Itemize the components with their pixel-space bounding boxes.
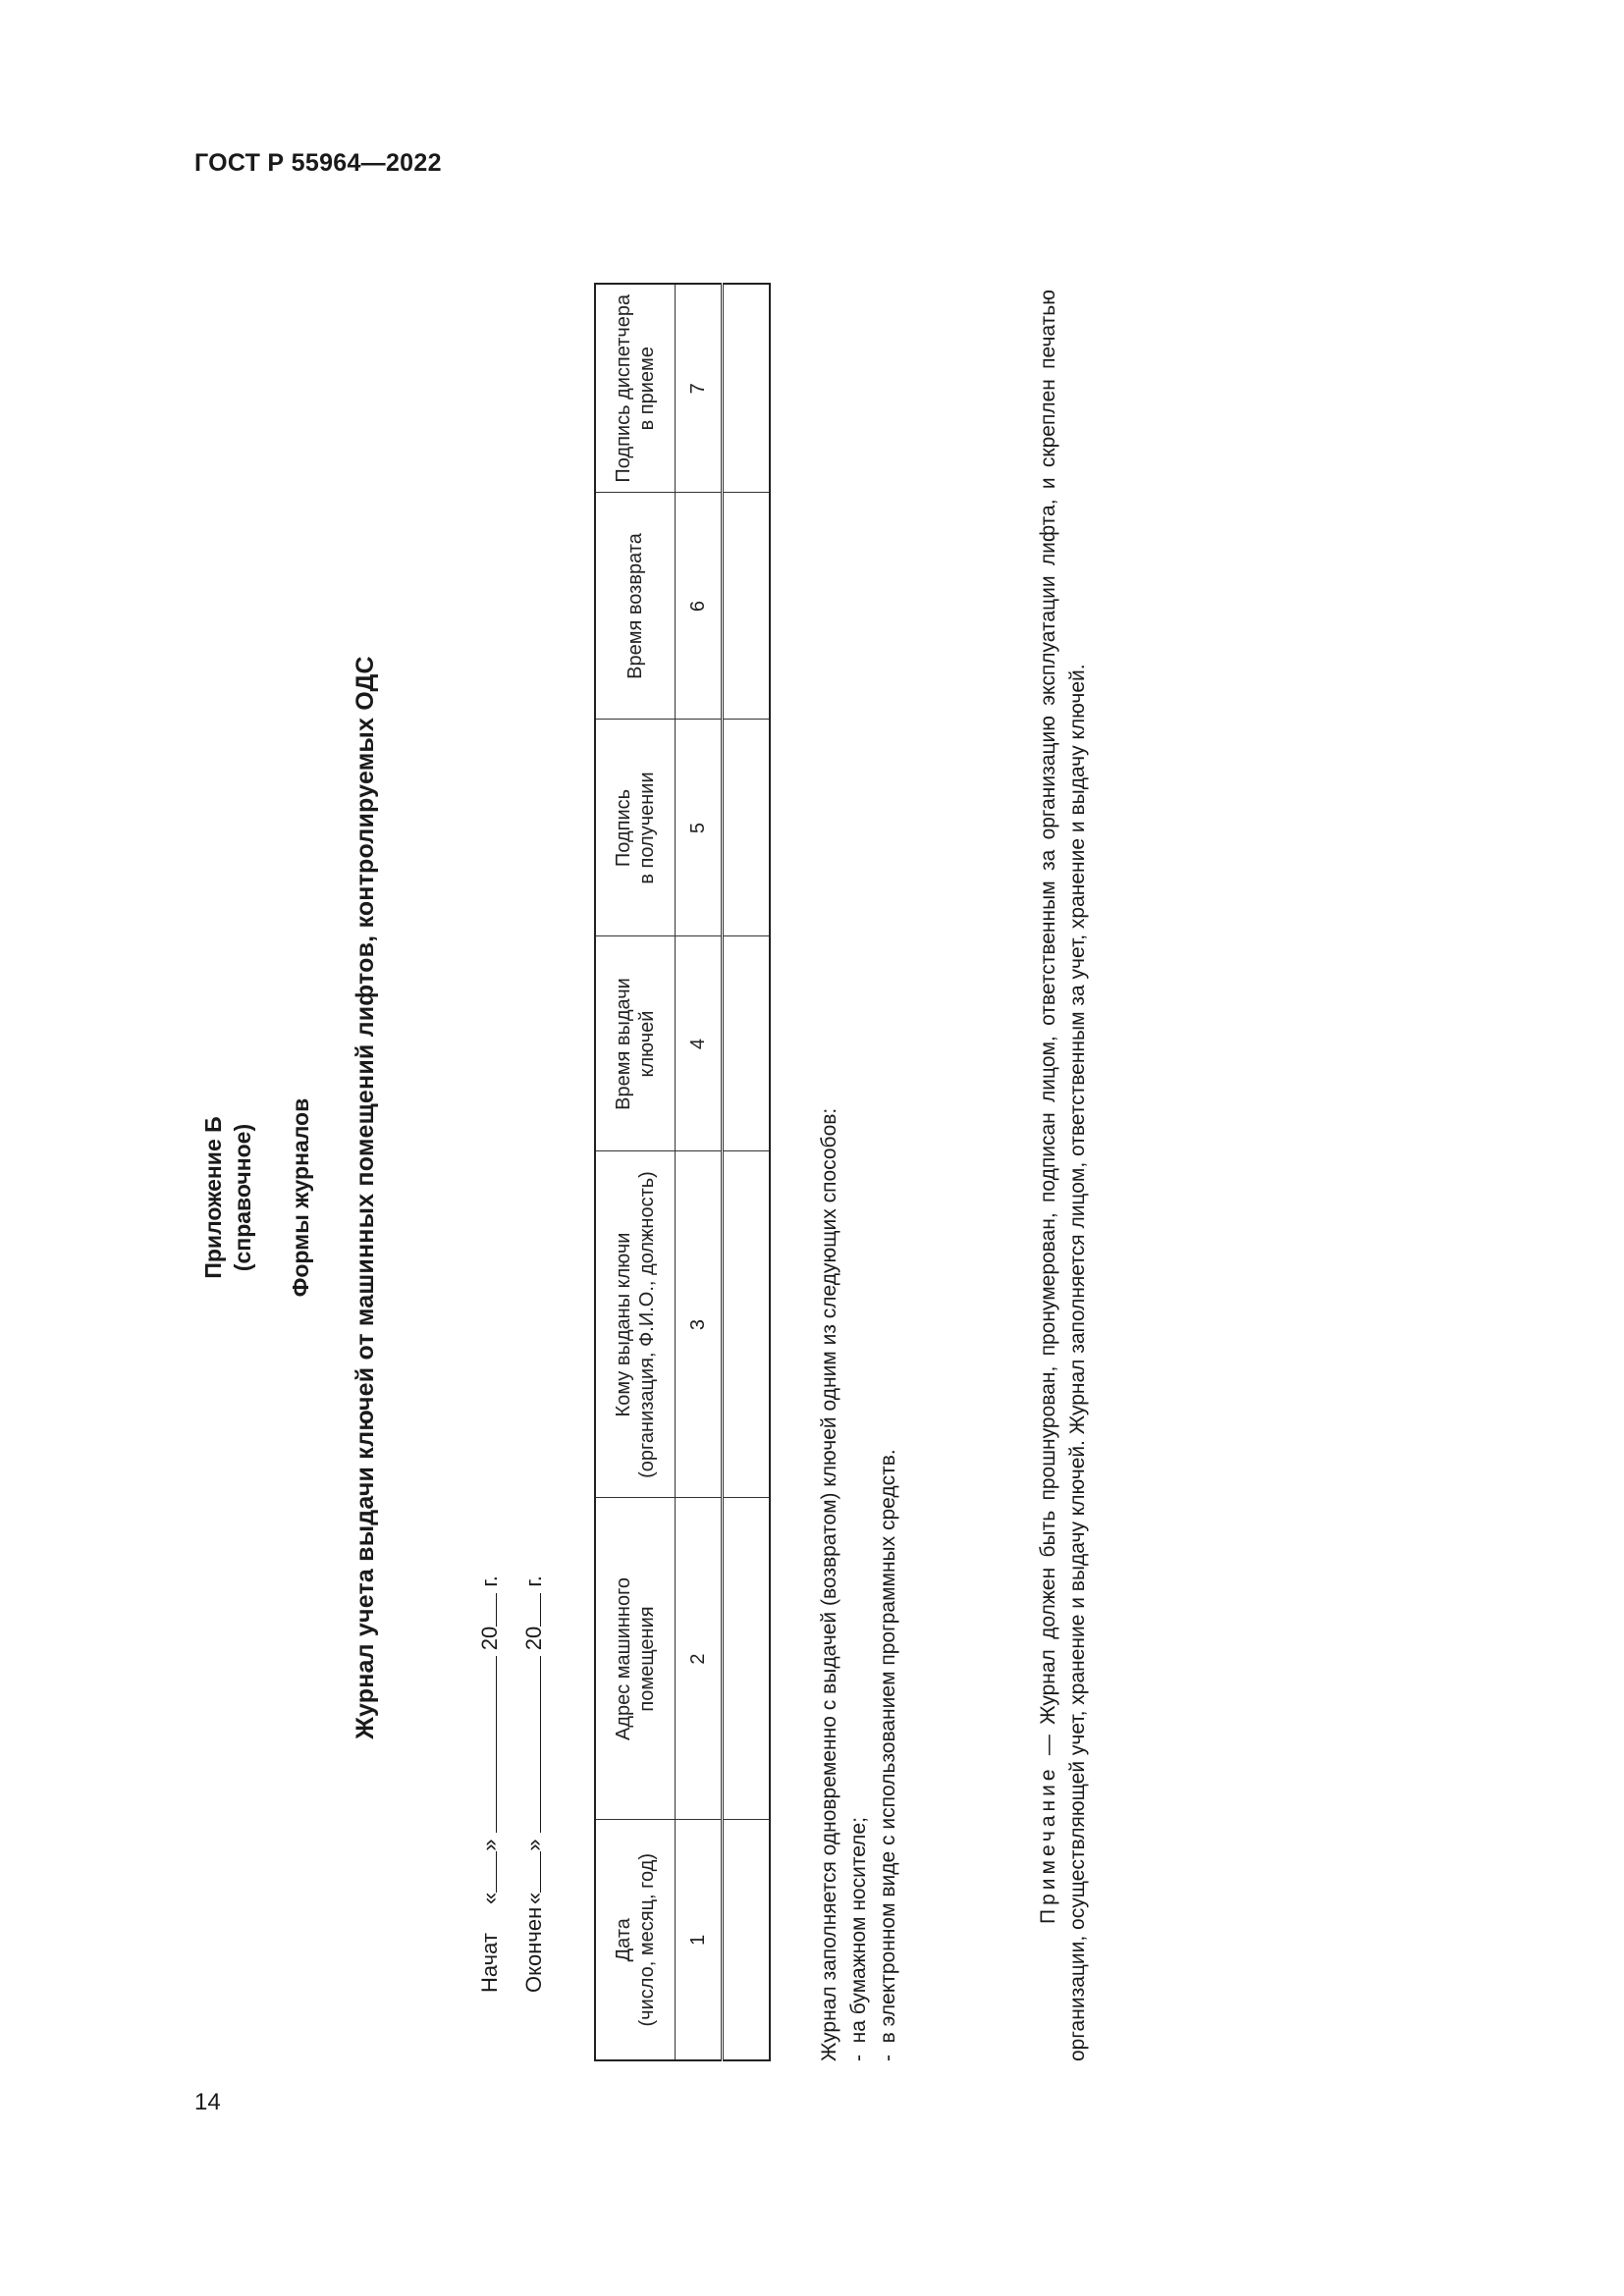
start-day-blank [476, 1851, 497, 1893]
table-number-row [676, 284, 723, 2060]
column-number: 2 [676, 1498, 723, 1820]
start-year-suffix: г. [477, 1575, 502, 1587]
end-year-suffix: г. [521, 1575, 546, 1587]
journal-title: Журнал учета выдачи ключей от машинных помещений лифтов, контролируемых ОДС [352, 656, 379, 1739]
list-item: - на бумажном носителе; [847, 1817, 870, 2061]
start-month-blank [476, 1656, 497, 1833]
end-label: Окончен [521, 1906, 546, 1993]
note-paragraph [1034, 290, 1093, 2061]
rotated-content [172, 285, 1154, 2110]
column-number: 5 [676, 720, 723, 936]
column-number: 3 [676, 1151, 723, 1498]
end-date-line [520, 1575, 547, 1993]
page-number: 14 [194, 2089, 221, 2115]
empty-cell [723, 493, 771, 720]
appendix-heading [198, 285, 257, 2110]
appendix-type: (справочное) [230, 1123, 255, 1272]
end-day-blank [520, 1851, 541, 1893]
header-cell: Время возврата [595, 493, 676, 720]
column-number: 7 [676, 284, 723, 493]
column-number: 6 [676, 493, 723, 720]
table-empty-row [723, 284, 771, 2060]
end-open-quote: « [521, 1892, 546, 1904]
note-label: Примечание [1037, 1765, 1059, 1924]
header-cell: Адрес машинного помещения [595, 1498, 676, 1820]
end-close-quote: » [521, 1839, 546, 1851]
empty-cell [723, 936, 771, 1151]
document-code: ГОСТ Р 55964—2022 [194, 149, 442, 177]
column-number: 4 [676, 936, 723, 1151]
fill-methods-paragraph [815, 1108, 903, 2061]
end-year-blank [520, 1593, 541, 1627]
start-label: Начат [477, 1933, 502, 1993]
empty-cell [723, 284, 771, 493]
empty-cell [723, 1498, 771, 1820]
start-century: 20 [477, 1626, 502, 1651]
header-cell: Кому выданы ключи (организация, Ф.И.О., должность) [595, 1151, 676, 1498]
section-title: Формы журналов [288, 1097, 313, 1298]
end-century: 20 [521, 1626, 546, 1651]
start-open-quote: « [477, 1892, 502, 1904]
empty-cell [723, 720, 771, 936]
header-cell: Подпись в получении [595, 720, 676, 936]
note-text: — Журнал должен быть прошнурован, пронумерован, подписан лицом, ответственным за организацию эксплуатации лифта, и скреплен печатью организации, осуществляющей учет, хранение и выдачу ключей. Журнал заполняется лицом, ответственным за учет, хранение и выдачу ключей. [1037, 290, 1089, 2061]
journal-table [594, 283, 771, 2061]
empty-cell [723, 1820, 771, 2060]
header-cell: Подпись диспетчера в приеме [595, 284, 676, 493]
end-month-blank [520, 1656, 541, 1833]
start-year-blank [476, 1593, 497, 1627]
appendix-title: Приложение Б [200, 1116, 226, 1279]
empty-cell [723, 1151, 771, 1498]
start-date-line [476, 1575, 503, 1993]
start-close-quote: » [477, 1839, 502, 1851]
list-item: - в электронном виде с использованием программных средств. [877, 1449, 899, 2061]
header-cell: Время выдачи ключей [595, 936, 676, 1151]
paragraph-intro: Журнал заполняется одновременно с выдачей (возвратом) ключей одним из следующих способов: [818, 1107, 840, 2061]
table-header-row [595, 284, 676, 2060]
column-number: 1 [676, 1820, 723, 2060]
header-cell: Дата (число, месяц, год) [595, 1820, 676, 2060]
